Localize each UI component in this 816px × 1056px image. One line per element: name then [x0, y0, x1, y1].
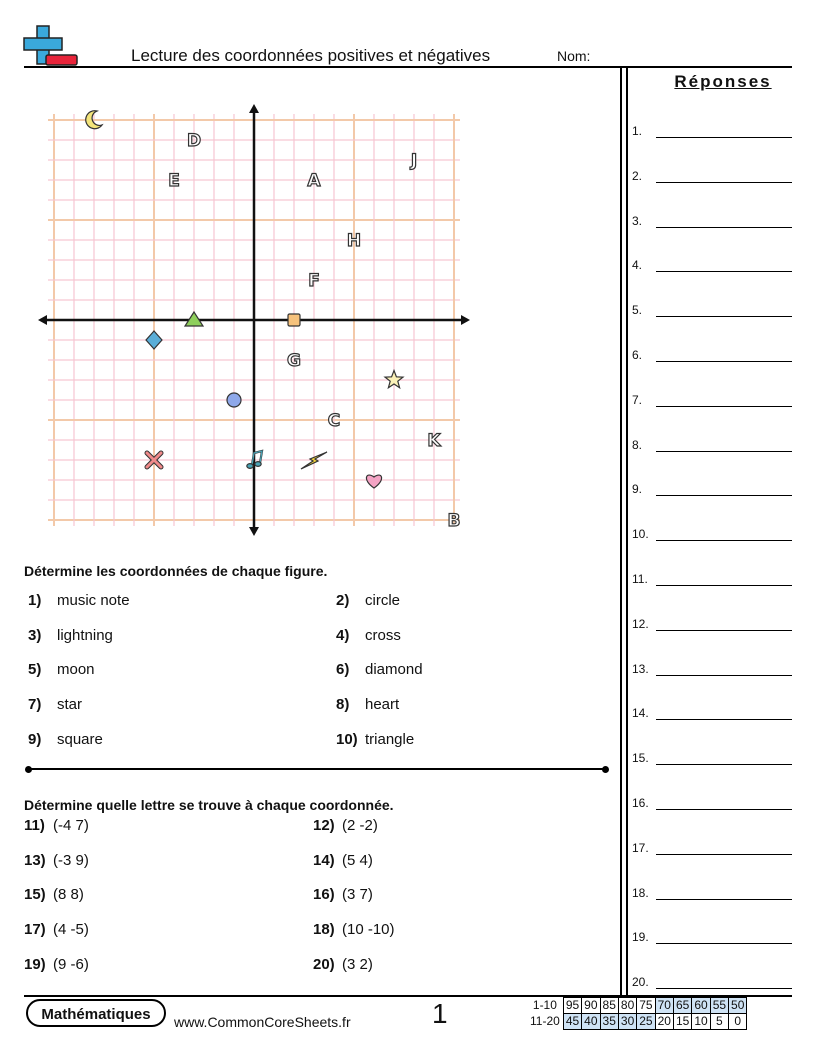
- answer-row[interactable]: [632, 256, 792, 274]
- answer-row[interactable]: [632, 973, 792, 991]
- question-number: 8): [336, 696, 350, 714]
- answer-row[interactable]: [632, 301, 792, 319]
- answer-line[interactable]: [656, 764, 792, 765]
- score-cell: 80: [618, 998, 636, 1014]
- heart-icon: [366, 475, 381, 488]
- question-item: [28, 627, 113, 644]
- question-text: (2 -2): [342, 817, 378, 834]
- question-text: star: [57, 696, 83, 714]
- answer-line[interactable]: [656, 675, 792, 676]
- question-text: (9 -6): [53, 955, 89, 973]
- question-number: 12): [313, 817, 335, 834]
- question-text: heart: [365, 696, 400, 714]
- question-text: music note: [57, 592, 130, 609]
- answers-title: Réponses: [674, 72, 772, 91]
- subject-badge: Mathématiques: [26, 999, 166, 1027]
- answer-number: 16.: [632, 796, 649, 810]
- answer-row[interactable]: [632, 346, 792, 364]
- question-item: [24, 921, 89, 938]
- score-row-1-10: [528, 998, 747, 1014]
- question-number: 18): [313, 921, 335, 939]
- answer-number: 2.: [632, 168, 643, 183]
- point-letter-g: G: [287, 351, 301, 371]
- answer-line[interactable]: [656, 854, 792, 855]
- question-item: [28, 731, 103, 748]
- page-number: 1: [432, 998, 448, 1029]
- question-item: [313, 921, 395, 938]
- answer-number: 14.: [632, 706, 649, 721]
- question-text: (-3 9): [53, 851, 89, 869]
- header-divider: [24, 66, 792, 68]
- score-cell: 30: [618, 1014, 636, 1030]
- music-note-icon-head-1: [247, 464, 253, 469]
- answer-row[interactable]: [632, 436, 792, 454]
- coordinate-graph: [34, 100, 474, 540]
- section1-title: Détermine les coordonnées de chaque figure.: [24, 563, 328, 579]
- x-axis-arrow-right: [461, 315, 470, 325]
- question-text: (8 8): [53, 886, 84, 904]
- answer-number: 10.: [632, 527, 649, 542]
- logo-icon: [22, 24, 80, 68]
- question-item: [313, 817, 378, 834]
- question-text: cross: [365, 626, 401, 644]
- answer-number: 3.: [632, 213, 643, 228]
- question-text: (5 4): [342, 851, 373, 869]
- question-number: 3): [28, 626, 42, 644]
- question-item: [28, 661, 95, 678]
- answer-number: 7.: [632, 392, 643, 407]
- x-axis-arrow-left: [38, 315, 47, 325]
- question-item: [336, 696, 399, 713]
- question-text: (3 2): [342, 955, 373, 973]
- score-row-11-20: [528, 1014, 747, 1030]
- score-row-label: 11-20: [530, 1014, 560, 1028]
- answer-line[interactable]: [656, 899, 792, 900]
- score-cell: 70: [655, 998, 673, 1014]
- answer-number: 4.: [632, 258, 643, 273]
- page-title: Lecture des coordonnées positives et négatives: [131, 46, 491, 65]
- site-url: www.CommonCoreSheets.fr: [174, 1014, 351, 1030]
- separator-dot-right: [602, 766, 609, 773]
- score-cell: 75: [637, 998, 655, 1014]
- question-item: [24, 852, 89, 869]
- circle-icon: [227, 393, 241, 407]
- answer-line[interactable]: [656, 585, 792, 586]
- question-number: 17): [24, 921, 46, 939]
- point-letter-b: B: [447, 511, 461, 531]
- answer-number: 11.: [632, 572, 648, 586]
- score-cell: 5: [710, 1014, 728, 1030]
- question-number: 6): [336, 661, 350, 679]
- question-text: moon: [57, 661, 95, 679]
- question-number: 10): [336, 730, 358, 748]
- question-item: [313, 852, 373, 869]
- score-table: [528, 997, 747, 1030]
- question-item: [24, 956, 89, 973]
- separator-dot-left: [25, 766, 32, 773]
- point-letter-e: E: [168, 171, 180, 191]
- answer-row[interactable]: [632, 928, 792, 946]
- score-cell: 95: [563, 998, 581, 1014]
- score-row-label: 1-10: [532, 998, 557, 1012]
- question-number: 11): [24, 817, 45, 834]
- answer-row[interactable]: [632, 525, 792, 543]
- question-item: [336, 731, 414, 748]
- answer-line[interactable]: [656, 495, 792, 496]
- point-letter-f: F: [308, 271, 320, 291]
- score-cell: 65: [673, 998, 691, 1014]
- question-item: [336, 627, 401, 644]
- point-letter-k: K: [427, 431, 441, 451]
- answer-number: 20.: [632, 975, 649, 990]
- score-cell: 10: [692, 1014, 710, 1030]
- answer-line[interactable]: [656, 719, 792, 720]
- question-text: lightning: [57, 626, 113, 644]
- question-item: [24, 886, 84, 903]
- answer-row[interactable]: [632, 167, 792, 185]
- question-number: 1): [28, 592, 42, 609]
- point-letter-j: J: [410, 151, 418, 171]
- answer-row[interactable]: [632, 122, 792, 140]
- question-item: [24, 817, 89, 834]
- question-number: 9): [28, 730, 42, 748]
- question-number: 7): [28, 696, 42, 714]
- column-divider-2: [626, 68, 628, 996]
- answer-row[interactable]: [632, 794, 792, 812]
- column-divider: [620, 68, 622, 996]
- answer-number: 12.: [632, 616, 649, 631]
- music-note-icon-head-2: [255, 462, 261, 467]
- answer-line[interactable]: [656, 182, 792, 183]
- question-text: circle: [365, 592, 401, 609]
- answer-number: 5.: [632, 303, 643, 318]
- score-cell: 85: [600, 998, 618, 1014]
- answer-row[interactable]: [632, 749, 792, 767]
- point-letter-c: C: [327, 411, 341, 431]
- answer-row[interactable]: [632, 884, 792, 902]
- score-cell: 35: [600, 1014, 618, 1030]
- answer-row[interactable]: [632, 704, 792, 722]
- point-letter-d: D: [186, 131, 202, 151]
- question-text: square: [57, 730, 103, 748]
- answer-line[interactable]: [656, 451, 792, 452]
- score-cell: 20: [655, 1014, 673, 1030]
- point-letter-a: A: [307, 171, 321, 191]
- answer-number: 13.: [632, 661, 649, 676]
- score-cell: 0: [729, 1014, 747, 1030]
- score-cell: 45: [563, 1014, 581, 1030]
- question-item: [336, 661, 423, 678]
- answer-row[interactable]: [632, 212, 792, 230]
- answer-line[interactable]: [656, 540, 792, 541]
- question-text: (4 -5): [53, 921, 89, 939]
- answer-line[interactable]: [656, 227, 792, 228]
- score-cell: 55: [710, 998, 728, 1014]
- point-letter-h: H: [346, 231, 362, 251]
- answer-line[interactable]: [656, 271, 792, 272]
- answer-number: 19.: [632, 930, 649, 945]
- answer-line[interactable]: [656, 943, 792, 944]
- answer-line[interactable]: [656, 809, 792, 810]
- score-cell: 50: [729, 998, 747, 1014]
- question-item: [28, 592, 130, 609]
- question-text: (3 7): [342, 886, 373, 904]
- answer-row[interactable]: [632, 660, 792, 678]
- question-text: diamond: [365, 661, 423, 679]
- question-number: 14): [313, 851, 335, 869]
- answer-number: 17.: [632, 840, 649, 855]
- question-text: (10 -10): [342, 921, 395, 939]
- answer-number: 18.: [632, 885, 649, 900]
- answer-row[interactable]: [632, 615, 792, 633]
- section-separator: [28, 768, 606, 770]
- answer-row[interactable]: [632, 391, 792, 409]
- answer-row[interactable]: [632, 570, 792, 588]
- section2-title: Détermine quelle lettre se trouve à chaque coordonnée.: [24, 797, 394, 813]
- question-item: [313, 886, 373, 903]
- answer-line[interactable]: [656, 406, 792, 407]
- answer-line[interactable]: [656, 988, 792, 989]
- answer-number: 6.: [632, 348, 643, 362]
- score-cell: 40: [582, 1014, 600, 1030]
- answer-row[interactable]: [632, 839, 792, 857]
- y-axis-arrow-down: [249, 527, 259, 536]
- answer-line[interactable]: [656, 361, 792, 362]
- question-number: 13): [24, 851, 46, 869]
- question-text: triangle: [365, 730, 415, 748]
- answer-line[interactable]: [656, 316, 792, 317]
- diamond-icon: [146, 331, 162, 349]
- answer-row[interactable]: [632, 480, 792, 498]
- question-item: [28, 696, 82, 713]
- question-number: 20): [313, 955, 335, 973]
- answer-number: 9.: [632, 482, 643, 497]
- question-number: 19): [24, 955, 46, 973]
- answer-line[interactable]: [656, 630, 792, 631]
- square-icon: [288, 314, 300, 326]
- answer-number: 15.: [632, 751, 649, 766]
- answer-number: 8.: [632, 437, 643, 452]
- answer-number: 1.: [632, 124, 643, 138]
- question-item: [313, 956, 373, 973]
- score-cell: 60: [692, 998, 710, 1014]
- name-label: Nom:: [557, 48, 591, 64]
- question-number: 16): [313, 886, 335, 904]
- question-text: (-4 7): [53, 817, 89, 834]
- question-number: 2): [336, 592, 350, 609]
- question-number: 4): [336, 626, 350, 644]
- score-cell: 90: [582, 998, 600, 1014]
- question-item: [336, 592, 400, 609]
- score-cell: 25: [637, 1014, 655, 1030]
- score-cell: 15: [673, 1014, 691, 1030]
- question-number: 5): [28, 661, 42, 679]
- answer-line[interactable]: [656, 137, 792, 138]
- question-number: 15): [24, 886, 46, 904]
- y-axis-arrow-up: [249, 104, 259, 113]
